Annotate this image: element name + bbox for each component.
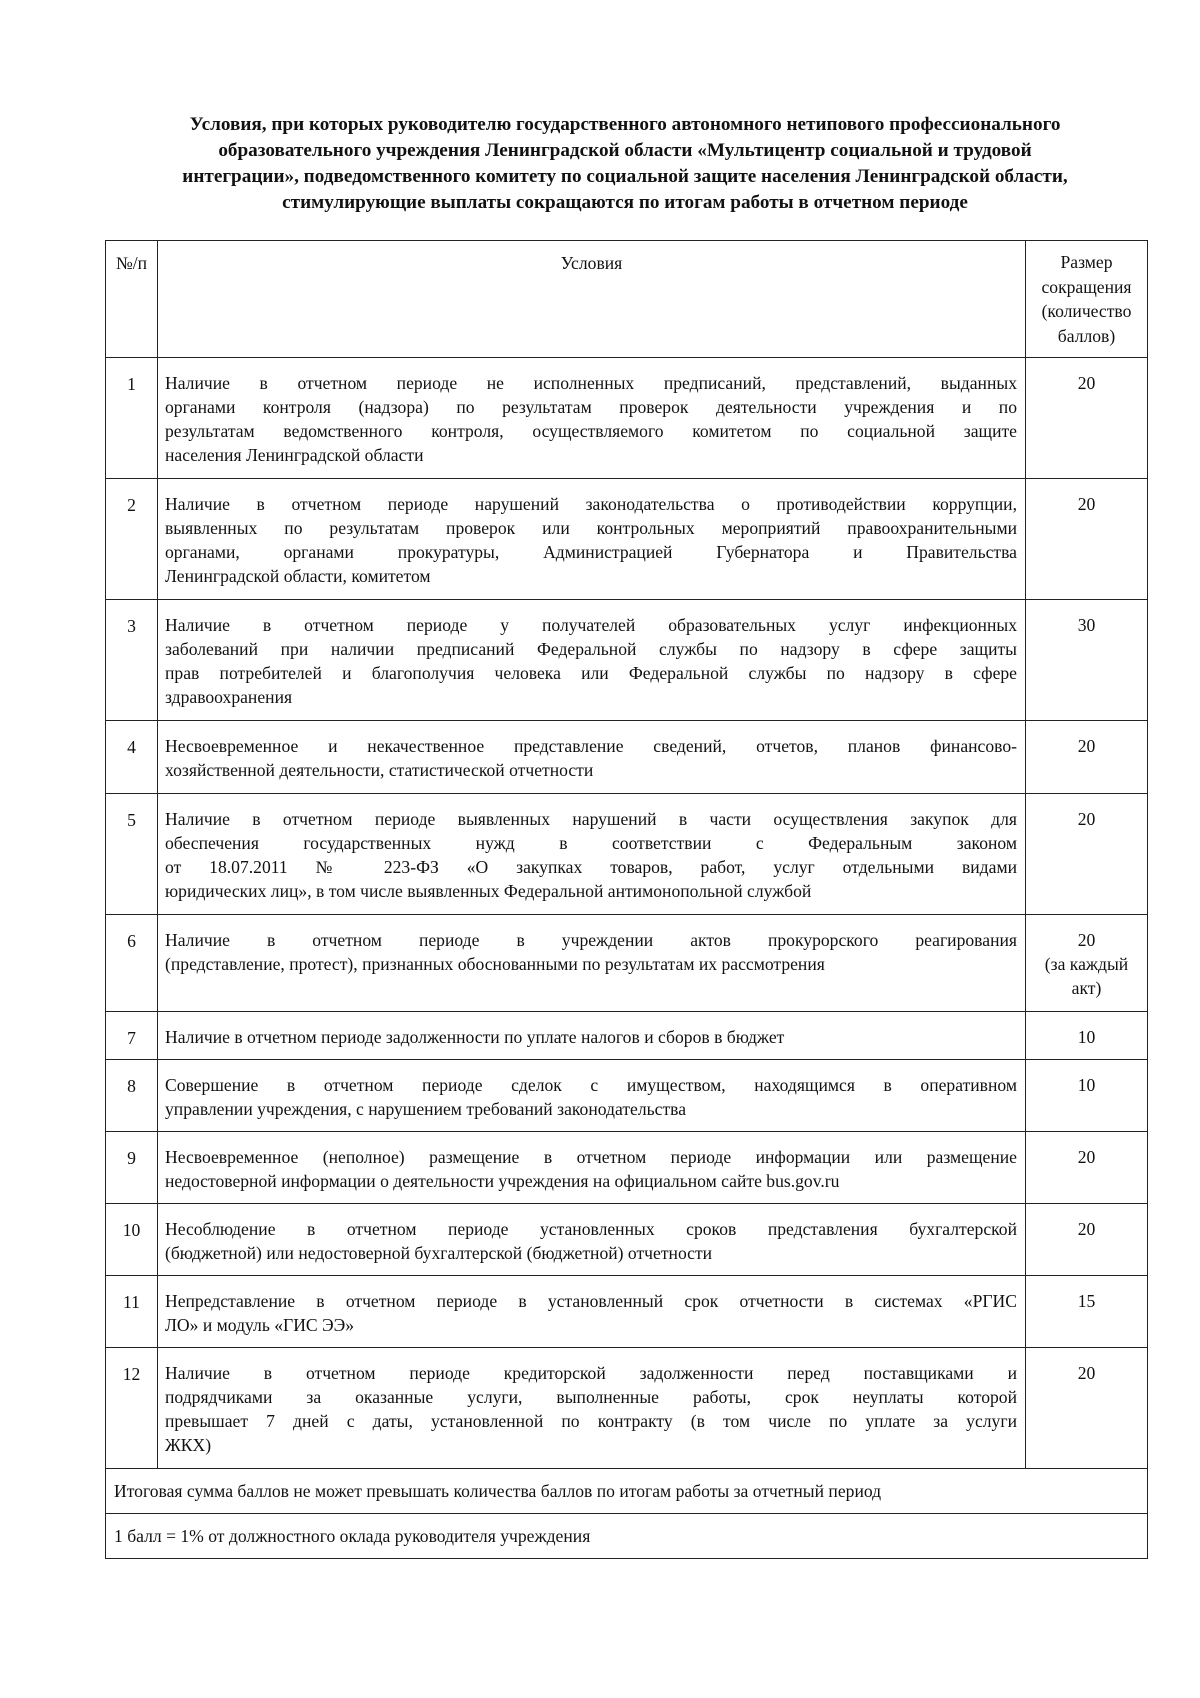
- row-number: 7: [106, 1012, 158, 1060]
- condition-line: (бюджетной) или недостоверной бухгалтерской (бюджетной) отчетности: [165, 1243, 713, 1263]
- table-row: [106, 794, 1148, 915]
- condition-line: выявленных по результатам проверок или контрольных мероприятий правоохранительными: [165, 518, 1017, 538]
- table-row: [106, 358, 1148, 479]
- condition-line: Наличие в отчетном периоде не исполненных предписаний, представлений, выданных: [165, 373, 1017, 393]
- footer-row-point-value: [106, 1514, 1148, 1559]
- condition-line: Несвоевременное и некачественное представление сведений, отчетов, планов финансово-: [165, 736, 1017, 756]
- points-line: 20: [1077, 494, 1096, 514]
- condition-line: управлении учреждения, с нарушением требований законодательства: [165, 1099, 687, 1119]
- title-line: стимулирующие выплаты сокращаются по итогам работы в отчетном периоде: [282, 192, 968, 213]
- condition-line: ЛО» и модуль «ГИС ЭЭ»: [165, 1315, 355, 1335]
- conditions-table: [105, 240, 1148, 1559]
- condition-line: органами контроля (надзора) по результатам проверок деятельности учреждения и по: [165, 397, 1017, 417]
- row-number: 2: [106, 479, 158, 600]
- row-condition: [158, 1276, 1026, 1348]
- row-number: 5: [106, 794, 158, 915]
- condition-line: Ленинградской области, комитетом: [165, 566, 431, 586]
- points-line: 20: [1077, 1219, 1096, 1239]
- footer-point-value-note: 1 балл = 1% от должностного оклада руководителя учреждения: [106, 1514, 1148, 1559]
- table-header-row: [106, 241, 1148, 358]
- header-num: №/п: [106, 241, 158, 358]
- points-line: 20: [1077, 1363, 1096, 1383]
- condition-line: Несоблюдение в отчетном периоде установленных сроков представления бухгалтерской: [165, 1219, 1017, 1239]
- table-row: [106, 1276, 1148, 1348]
- table-row: [106, 1132, 1148, 1204]
- row-condition: [158, 1348, 1026, 1469]
- condition-line: хозяйственной деятельности, статистической отчетности: [165, 760, 594, 780]
- condition-line: (представление, протест), признанных обоснованными по результатам их рассмотрения: [165, 954, 825, 974]
- header-size-line: баллов): [1057, 325, 1116, 346]
- condition-line: превышает 7 дней с даты, установленной по контракту (в том числе по уплате за услуги: [165, 1411, 1017, 1431]
- row-condition: [158, 358, 1026, 479]
- points-line: 10: [1077, 1075, 1096, 1095]
- points-line: 20: [1077, 373, 1096, 393]
- condition-line: Непредставление в отчетном периоде в установленный срок отчетности в системах «РГИС: [165, 1291, 1017, 1311]
- points-line: 20: [1077, 930, 1096, 950]
- points-line: акт): [1071, 978, 1102, 998]
- condition-line: Наличие в отчетном периоде кредиторской задолженности перед поставщиками и: [165, 1363, 1017, 1383]
- condition-line: Наличие в отчетном периоде у получателей образовательных услуг инфекционных: [165, 615, 1017, 635]
- row-number: 6: [106, 915, 158, 1012]
- row-points: [1026, 1060, 1148, 1132]
- row-number: 8: [106, 1060, 158, 1132]
- condition-line: населения Ленинградской области: [165, 445, 424, 465]
- header-size-line: (количество: [1041, 301, 1132, 321]
- row-points: [1026, 1132, 1148, 1204]
- row-number: 4: [106, 721, 158, 794]
- points-line: 30: [1077, 615, 1096, 635]
- row-points: [1026, 1012, 1148, 1060]
- row-points: [1026, 1204, 1148, 1276]
- table-row: [106, 600, 1148, 721]
- row-condition: [158, 600, 1026, 721]
- row-points: [1026, 358, 1148, 479]
- row-number: 1: [106, 358, 158, 479]
- footer-total-note: Итоговая сумма баллов не может превышать количества баллов по итогам работы за отчетный период: [106, 1469, 1148, 1514]
- header-size-line: Размер: [1060, 252, 1113, 272]
- header-conditions: Условия: [158, 241, 1026, 358]
- condition-line: юридических лиц», в том числе выявленных Федеральной антимонопольной службой: [165, 881, 812, 901]
- condition-line: Совершение в отчетном периоде сделок с имуществом, находящимся в оперативном: [165, 1075, 1017, 1095]
- condition-line: Наличие в отчетном периоде нарушений законодательства о противодействии коррупции,: [165, 494, 1017, 514]
- points-line: 20: [1077, 736, 1096, 756]
- table-row: [106, 1204, 1148, 1276]
- row-points: [1026, 600, 1148, 721]
- points-line: 20: [1077, 809, 1096, 829]
- points-line: 20: [1077, 1147, 1096, 1167]
- condition-line: ЖКХ): [165, 1435, 212, 1455]
- row-number: 9: [106, 1132, 158, 1204]
- row-condition: [158, 1132, 1026, 1204]
- table-row: [106, 915, 1148, 1012]
- row-condition: [158, 1060, 1026, 1132]
- condition-line: Наличие в отчетном периоде задолженности по уплате налогов и сборов в бюджет: [165, 1027, 785, 1047]
- condition-line: результатам ведомственного контроля, осуществляемого комитетом по социальной защите: [165, 421, 1017, 441]
- title-line: образовательного учреждения Ленинградской области «Мультицентр социальной и трудовой: [218, 140, 1032, 161]
- title-line: интеграции», подведомственного комитету по социальной защите населения Ленинградской области,: [182, 166, 1068, 187]
- table-row: [106, 479, 1148, 600]
- row-number: 10: [106, 1204, 158, 1276]
- row-number: 3: [106, 600, 158, 721]
- row-points: [1026, 721, 1148, 794]
- title-line: Условия, при которых руководителю государственного автономного нетипового профессионального: [189, 114, 1061, 135]
- header-size-line: сокращения: [1041, 276, 1132, 297]
- row-condition: [158, 1012, 1026, 1060]
- table-row: [106, 1060, 1148, 1132]
- condition-line: Наличие в отчетном периоде выявленных нарушений в части осуществления закупок для: [165, 809, 1017, 829]
- condition-line: прав потребителей и благополучия человека или Федеральной службы по надзору в сфере: [165, 663, 1017, 683]
- header-reduction-size: [1026, 241, 1148, 358]
- row-condition: [158, 915, 1026, 1012]
- table-row: [106, 721, 1148, 794]
- row-condition: [158, 794, 1026, 915]
- points-line: (за каждый: [1044, 954, 1129, 974]
- footer-row-total: [106, 1469, 1148, 1514]
- row-condition: [158, 479, 1026, 600]
- row-condition: [158, 721, 1026, 794]
- table-row: [106, 1012, 1148, 1060]
- condition-line: подрядчиками за оказанные услуги, выполненные работы, срок неуплаты которой: [165, 1387, 1017, 1407]
- condition-line: Несвоевременное (неполное) размещение в отчетном периоде информации или размещение: [165, 1147, 1017, 1167]
- document-title: [100, 112, 1150, 216]
- condition-line: Наличие в отчетном периоде в учреждении актов прокурорского реагирования: [165, 930, 1017, 950]
- row-number: 12: [106, 1348, 158, 1469]
- condition-line: заболеваний при наличии предписаний Федеральной службы по надзору в сфере защиты: [165, 639, 1017, 659]
- condition-line: недостоверной информации о деятельности учреждения на официальном сайте bus.gov.ru: [165, 1171, 840, 1191]
- row-number: 11: [106, 1276, 158, 1348]
- row-points: [1026, 915, 1148, 1012]
- row-points: [1026, 794, 1148, 915]
- condition-line: от 18.07.2011 № 223-ФЗ «О закупках товаров, работ, услуг отдельными видами: [165, 857, 1017, 877]
- points-line: 10: [1077, 1027, 1096, 1047]
- condition-line: здравоохранения: [165, 687, 293, 707]
- row-condition: [158, 1204, 1026, 1276]
- row-points: [1026, 479, 1148, 600]
- points-line: 15: [1077, 1291, 1096, 1311]
- table-row: [106, 1348, 1148, 1469]
- row-points: [1026, 1348, 1148, 1469]
- row-points: [1026, 1276, 1148, 1348]
- condition-line: органами, органами прокуратуры, Администрацией Губернатора и Правительства: [165, 542, 1017, 562]
- condition-line: обеспечения государственных нужд в соответствии с Федеральным законом: [165, 833, 1017, 853]
